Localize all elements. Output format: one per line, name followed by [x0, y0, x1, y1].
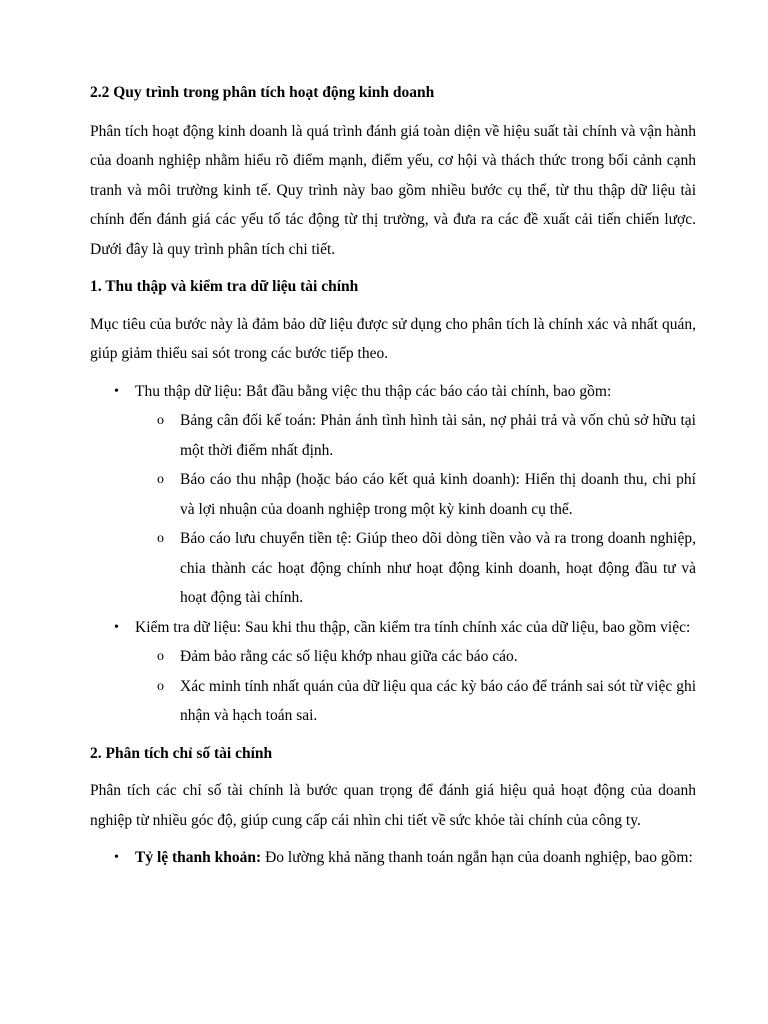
list-item — [90, 843, 696, 873]
step1-intro: Mục tiêu của bước này là đảm bảo dữ liệu được sử dụng cho phân tích là chính xác và nhất quán, giúp giảm thiểu sai sót trong các bước tiếp theo. — [90, 315, 696, 362]
list-item-term: Tỷ lệ thanh khoản: — [135, 849, 262, 866]
document-page — [90, 78, 696, 873]
step2-list — [90, 843, 696, 873]
intro-paragraph: Phân tích hoạt động kinh doanh là quá trình đánh giá toàn diện về hiệu suất tài chính và vận hành của doanh nghiệp nhằm hiểu rõ điểm mạnh, điểm yếu, cơ hội và thách thức trong bối cảnh cạnh tranh và môi trường kinh tế. Quy trình này bao gồm nhiều bước cụ thể, từ thu thập dữ liệu tài chính đến đánh giá các yếu tố tác động từ thị trường, và đưa ra các đề xuất cải tiến chiến lược. Dưới đây là quy trình phân tích chi tiết. — [90, 122, 696, 258]
step2-intro: Phân tích các chỉ số tài chính là bước quan trọng để đánh giá hiệu quả hoạt động của doanh nghiệp từ nhiều góc độ, giúp cung cấp cái nhìn chi tiết về sức khỏe tài chính của công ty. — [90, 782, 696, 829]
circle-bullet-icon: o — [157, 413, 164, 428]
sub-list-item-text: Báo cáo thu nhập (hoặc báo cáo kết quả kinh doanh): Hiển thị doanh thu, chi phí và lợi nhuận của doanh nghiệp trong một kỳ kinh doanh cụ thể. — [180, 471, 696, 518]
circle-bullet-icon: o — [157, 678, 164, 694]
step1-list — [90, 377, 696, 407]
bullet-icon: • — [114, 850, 119, 865]
sub-list-item — [135, 524, 696, 613]
sub-list-item — [135, 672, 696, 731]
step1-list-continued — [90, 613, 696, 643]
list-item-text: Kiểm tra dữ liệu: Sau khi thu thập, cần kiểm tra tính chính xác của dữ liệu, bao gồm việc: — [135, 618, 691, 636]
step1-heading: 1. Thu thập và kiểm tra dữ liệu tài chính — [90, 278, 359, 295]
step1-sublist-1 — [135, 406, 696, 613]
section-title: 2.2 Quy trình trong phân tích hoạt động kinh doanh — [90, 84, 435, 101]
circle-bullet-icon: o — [157, 472, 164, 487]
list-item-text: Thu thập dữ liệu: Bắt đầu bằng việc thu thập các báo cáo tài chính, bao gồm: — [135, 382, 612, 400]
circle-bullet-icon: o — [157, 649, 164, 664]
sub-list-item-text: Bảng cân đối kế toán: Phản ánh tình hình tài sản, nợ phải trả và vốn chủ sở hữu tại một thời điểm nhất định. — [180, 412, 696, 459]
step1-sublist-2 — [135, 642, 696, 731]
sub-list-item-text: Đảm bảo rằng các số liệu khớp nhau giữa các báo cáo. — [180, 648, 518, 665]
sub-list-item — [135, 642, 696, 672]
step2-heading: 2. Phân tích chỉ số tài chính — [90, 744, 273, 762]
list-item-text: Đo lường khả năng thanh toán ngắn hạn của doanh nghiệp, bao gồm: — [261, 849, 693, 866]
list-item — [90, 613, 696, 643]
circle-bullet-icon: o — [157, 531, 164, 546]
sub-list-item-text: Báo cáo lưu chuyển tiền tệ: Giúp theo dõi dòng tiền vào và ra trong doanh nghiệp, chia thành các hoạt động chính như hoạt động kinh doanh, hoạt động đầu tư và hoạt động tài chính. — [180, 530, 696, 606]
sub-list-item-text: Xác minh tính nhất quán của dữ liệu qua các kỳ báo cáo để tránh sai sót từ việc ghi nhận và hạch toán sai. — [180, 677, 696, 724]
list-item — [90, 377, 696, 407]
bullet-icon: • — [114, 619, 119, 635]
bullet-icon: • — [114, 383, 119, 399]
sub-list-item — [135, 406, 696, 465]
sub-list-item — [135, 465, 696, 524]
